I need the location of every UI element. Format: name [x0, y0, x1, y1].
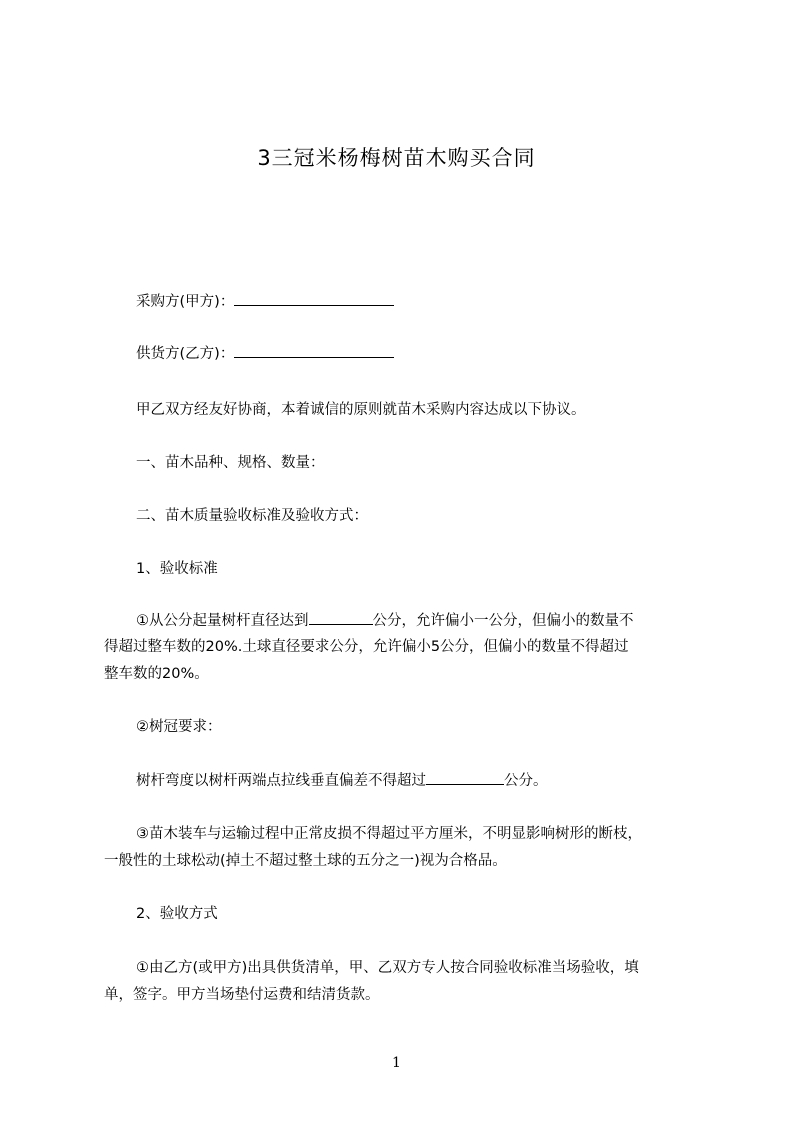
- buyer-label: 采购方(甲方)：: [136, 294, 235, 310]
- item-2-text-b: 公分。: [504, 773, 548, 789]
- item-4-line-2: 单，签字。甲方当场垫付运费和结清货款。: [104, 987, 380, 1003]
- item-4-line-1: ①由乙方(或甲方)出具供货清单，甲、乙双方专人按合同验收标准当场验收，填: [136, 960, 639, 976]
- item-1-line-3: 整车数的20%。: [104, 666, 209, 682]
- section-1-heading: 一、苗木品种、规格、数量：: [136, 455, 325, 471]
- item-2-blank[interactable]: [426, 772, 504, 785]
- item-1-text-a: ①从公分起量树杆直径达到: [136, 613, 309, 629]
- item-2-text-a: 树杆弯度以树杆两端点拉线垂直偏差不得超过: [136, 773, 426, 789]
- subsection-1-heading: 1、验收标准: [136, 561, 218, 577]
- intro-paragraph: 甲乙双方经友好协商，本着诚信的原则就苗木采购内容达成以下协议。: [136, 402, 586, 418]
- contract-title: 3三冠米杨梅树苗木购买合同: [257, 146, 536, 170]
- buyer-line: [136, 292, 736, 312]
- section-2-heading: 二、苗木质量验收标准及验收方式：: [136, 508, 368, 524]
- supplier-blank[interactable]: [234, 345, 394, 358]
- subsection-2-heading: 2、验收方式: [136, 906, 218, 922]
- item-1-blank[interactable]: [309, 612, 373, 625]
- item-1-line-1: [136, 611, 736, 631]
- buyer-blank[interactable]: [234, 293, 394, 306]
- page-number: 1: [392, 1055, 401, 1071]
- item-3-line-2: 一般性的土球松动(掉土不超过整土球的五分之一)视为合格品。: [104, 853, 507, 869]
- supplier-line: [136, 344, 736, 364]
- item-1-text-b: 公分，允许偏小一公分，但偏小的数量不: [372, 613, 634, 629]
- item-1-line-2: 得超过整车数的20%.土球直径要求公分，允许偏小5公分，但偏小的数量不得超过: [104, 639, 629, 655]
- item-2-detail: [136, 771, 736, 791]
- supplier-label: 供货方(乙方)：: [136, 346, 235, 362]
- item-3-line-1: ③苗木装车与运输过程中正常皮损不得超过平方厘米，不明显影响树形的断枝，: [136, 826, 642, 842]
- item-2-heading: ②树冠要求：: [136, 719, 222, 735]
